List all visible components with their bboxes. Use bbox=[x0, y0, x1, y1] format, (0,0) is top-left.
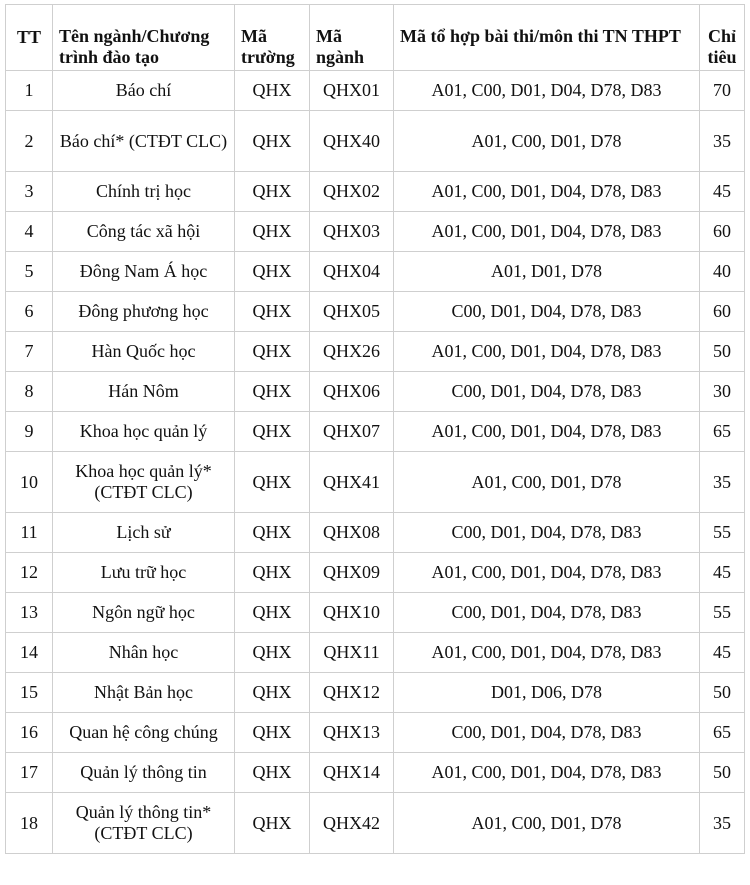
admissions-table bbox=[5, 4, 745, 854]
table-row bbox=[6, 372, 745, 412]
cell-school-code: QHX bbox=[235, 553, 310, 593]
table-row bbox=[6, 793, 745, 854]
cell-tt: 14 bbox=[6, 633, 53, 673]
cell-major-code: QHX14 bbox=[310, 753, 394, 793]
cell-school-code: QHX bbox=[235, 212, 310, 252]
cell-quota: 40 bbox=[700, 252, 745, 292]
cell-quota: 65 bbox=[700, 713, 745, 753]
table-row bbox=[6, 513, 745, 553]
cell-tt: 4 bbox=[6, 212, 53, 252]
cell-program: Đông Nam Á học bbox=[53, 252, 235, 292]
cell-quota: 45 bbox=[700, 553, 745, 593]
table-row bbox=[6, 212, 745, 252]
cell-school-code: QHX bbox=[235, 172, 310, 212]
cell-quota: 65 bbox=[700, 412, 745, 452]
cell-program: Hán Nôm bbox=[53, 372, 235, 412]
cell-quota: 45 bbox=[700, 172, 745, 212]
cell-program: Quản lý thông tin* (CTĐT CLC) bbox=[53, 793, 235, 854]
table-row bbox=[6, 713, 745, 753]
cell-tt: 9 bbox=[6, 412, 53, 452]
cell-combinations: C00, D01, D04, D78, D83 bbox=[394, 713, 700, 753]
header-program: Tên ngành/Chương trình đào tạo bbox=[53, 5, 235, 71]
cell-school-code: QHX bbox=[235, 332, 310, 372]
cell-school-code: QHX bbox=[235, 292, 310, 332]
table-row bbox=[6, 452, 745, 513]
cell-combinations: A01, D01, D78 bbox=[394, 252, 700, 292]
cell-major-code: QHX04 bbox=[310, 252, 394, 292]
cell-tt: 6 bbox=[6, 292, 53, 332]
cell-major-code: QHX07 bbox=[310, 412, 394, 452]
cell-major-code: QHX12 bbox=[310, 673, 394, 713]
table-row bbox=[6, 332, 745, 372]
cell-school-code: QHX bbox=[235, 452, 310, 513]
table-row bbox=[6, 633, 745, 673]
cell-major-code: QHX01 bbox=[310, 71, 394, 111]
table-row bbox=[6, 412, 745, 452]
cell-program: Khoa học quản lý bbox=[53, 412, 235, 452]
cell-quota: 45 bbox=[700, 633, 745, 673]
cell-combinations: A01, C00, D01, D04, D78, D83 bbox=[394, 753, 700, 793]
cell-quota: 35 bbox=[700, 452, 745, 513]
cell-program: Nhật Bản học bbox=[53, 673, 235, 713]
cell-combinations: A01, C00, D01, D04, D78, D83 bbox=[394, 212, 700, 252]
cell-tt: 2 bbox=[6, 111, 53, 172]
table-row bbox=[6, 593, 745, 633]
table-row bbox=[6, 252, 745, 292]
header-school-code: Mã trường bbox=[235, 5, 310, 71]
cell-combinations: C00, D01, D04, D78, D83 bbox=[394, 593, 700, 633]
cell-quota: 70 bbox=[700, 71, 745, 111]
cell-major-code: QHX05 bbox=[310, 292, 394, 332]
cell-program: Báo chí* (CTĐT CLC) bbox=[53, 111, 235, 172]
cell-program: Báo chí bbox=[53, 71, 235, 111]
cell-school-code: QHX bbox=[235, 793, 310, 854]
cell-combinations: A01, C00, D01, D04, D78, D83 bbox=[394, 172, 700, 212]
cell-quota: 30 bbox=[700, 372, 745, 412]
cell-combinations: A01, C00, D01, D78 bbox=[394, 111, 700, 172]
header-combinations: Mã tổ hợp bài thi/môn thi TN THPT bbox=[394, 5, 700, 71]
table-row bbox=[6, 553, 745, 593]
cell-quota: 60 bbox=[700, 212, 745, 252]
cell-tt: 1 bbox=[6, 71, 53, 111]
header-quota: Chỉ tiêu bbox=[700, 5, 745, 71]
cell-program: Công tác xã hội bbox=[53, 212, 235, 252]
cell-program: Hàn Quốc học bbox=[53, 332, 235, 372]
cell-combinations: A01, C00, D01, D78 bbox=[394, 452, 700, 513]
cell-tt: 15 bbox=[6, 673, 53, 713]
cell-quota: 55 bbox=[700, 513, 745, 553]
cell-major-code: QHX09 bbox=[310, 553, 394, 593]
cell-major-code: QHX11 bbox=[310, 633, 394, 673]
cell-quota: 35 bbox=[700, 793, 745, 854]
header-tt: TT bbox=[6, 5, 53, 71]
cell-quota: 50 bbox=[700, 673, 745, 713]
cell-school-code: QHX bbox=[235, 412, 310, 452]
cell-school-code: QHX bbox=[235, 111, 310, 172]
cell-school-code: QHX bbox=[235, 513, 310, 553]
cell-tt: 5 bbox=[6, 252, 53, 292]
cell-tt: 17 bbox=[6, 753, 53, 793]
cell-school-code: QHX bbox=[235, 713, 310, 753]
cell-combinations: A01, C00, D01, D04, D78, D83 bbox=[394, 633, 700, 673]
table-row bbox=[6, 172, 745, 212]
cell-school-code: QHX bbox=[235, 71, 310, 111]
cell-combinations: C00, D01, D04, D78, D83 bbox=[394, 292, 700, 332]
cell-combinations: A01, C00, D01, D04, D78, D83 bbox=[394, 332, 700, 372]
cell-school-code: QHX bbox=[235, 372, 310, 412]
cell-program: Quan hệ công chúng bbox=[53, 713, 235, 753]
cell-quota: 60 bbox=[700, 292, 745, 332]
cell-combinations: A01, C00, D01, D78 bbox=[394, 793, 700, 854]
cell-combinations: C00, D01, D04, D78, D83 bbox=[394, 513, 700, 553]
cell-tt: 18 bbox=[6, 793, 53, 854]
cell-school-code: QHX bbox=[235, 673, 310, 713]
cell-tt: 7 bbox=[6, 332, 53, 372]
cell-school-code: QHX bbox=[235, 753, 310, 793]
cell-tt: 10 bbox=[6, 452, 53, 513]
cell-program: Nhân học bbox=[53, 633, 235, 673]
table-row bbox=[6, 753, 745, 793]
cell-major-code: QHX08 bbox=[310, 513, 394, 553]
cell-combinations: C00, D01, D04, D78, D83 bbox=[394, 372, 700, 412]
cell-quota: 35 bbox=[700, 111, 745, 172]
cell-tt: 3 bbox=[6, 172, 53, 212]
cell-tt: 13 bbox=[6, 593, 53, 633]
cell-quota: 55 bbox=[700, 593, 745, 633]
cell-program: Lịch sử bbox=[53, 513, 235, 553]
cell-major-code: QHX26 bbox=[310, 332, 394, 372]
cell-combinations: A01, C00, D01, D04, D78, D83 bbox=[394, 412, 700, 452]
cell-major-code: QHX41 bbox=[310, 452, 394, 513]
cell-major-code: QHX06 bbox=[310, 372, 394, 412]
cell-school-code: QHX bbox=[235, 633, 310, 673]
cell-school-code: QHX bbox=[235, 593, 310, 633]
cell-program: Lưu trữ học bbox=[53, 553, 235, 593]
cell-major-code: QHX13 bbox=[310, 713, 394, 753]
cell-program: Ngôn ngữ học bbox=[53, 593, 235, 633]
cell-tt: 11 bbox=[6, 513, 53, 553]
cell-combinations: A01, C00, D01, D04, D78, D83 bbox=[394, 71, 700, 111]
cell-combinations: A01, C00, D01, D04, D78, D83 bbox=[394, 553, 700, 593]
table-header-row bbox=[6, 5, 745, 71]
cell-major-code: QHX40 bbox=[310, 111, 394, 172]
cell-program: Chính trị học bbox=[53, 172, 235, 212]
cell-program: Khoa học quản lý* (CTĐT CLC) bbox=[53, 452, 235, 513]
cell-quota: 50 bbox=[700, 753, 745, 793]
cell-major-code: QHX02 bbox=[310, 172, 394, 212]
cell-tt: 16 bbox=[6, 713, 53, 753]
cell-major-code: QHX03 bbox=[310, 212, 394, 252]
cell-tt: 12 bbox=[6, 553, 53, 593]
cell-quota: 50 bbox=[700, 332, 745, 372]
cell-school-code: QHX bbox=[235, 252, 310, 292]
cell-tt: 8 bbox=[6, 372, 53, 412]
table-row bbox=[6, 71, 745, 111]
table-row bbox=[6, 673, 745, 713]
cell-major-code: QHX10 bbox=[310, 593, 394, 633]
table-row bbox=[6, 292, 745, 332]
cell-program: Đông phương học bbox=[53, 292, 235, 332]
table-row bbox=[6, 111, 745, 172]
cell-program: Quản lý thông tin bbox=[53, 753, 235, 793]
cell-combinations: D01, D06, D78 bbox=[394, 673, 700, 713]
header-major-code: Mã ngành bbox=[310, 5, 394, 71]
cell-major-code: QHX42 bbox=[310, 793, 394, 854]
